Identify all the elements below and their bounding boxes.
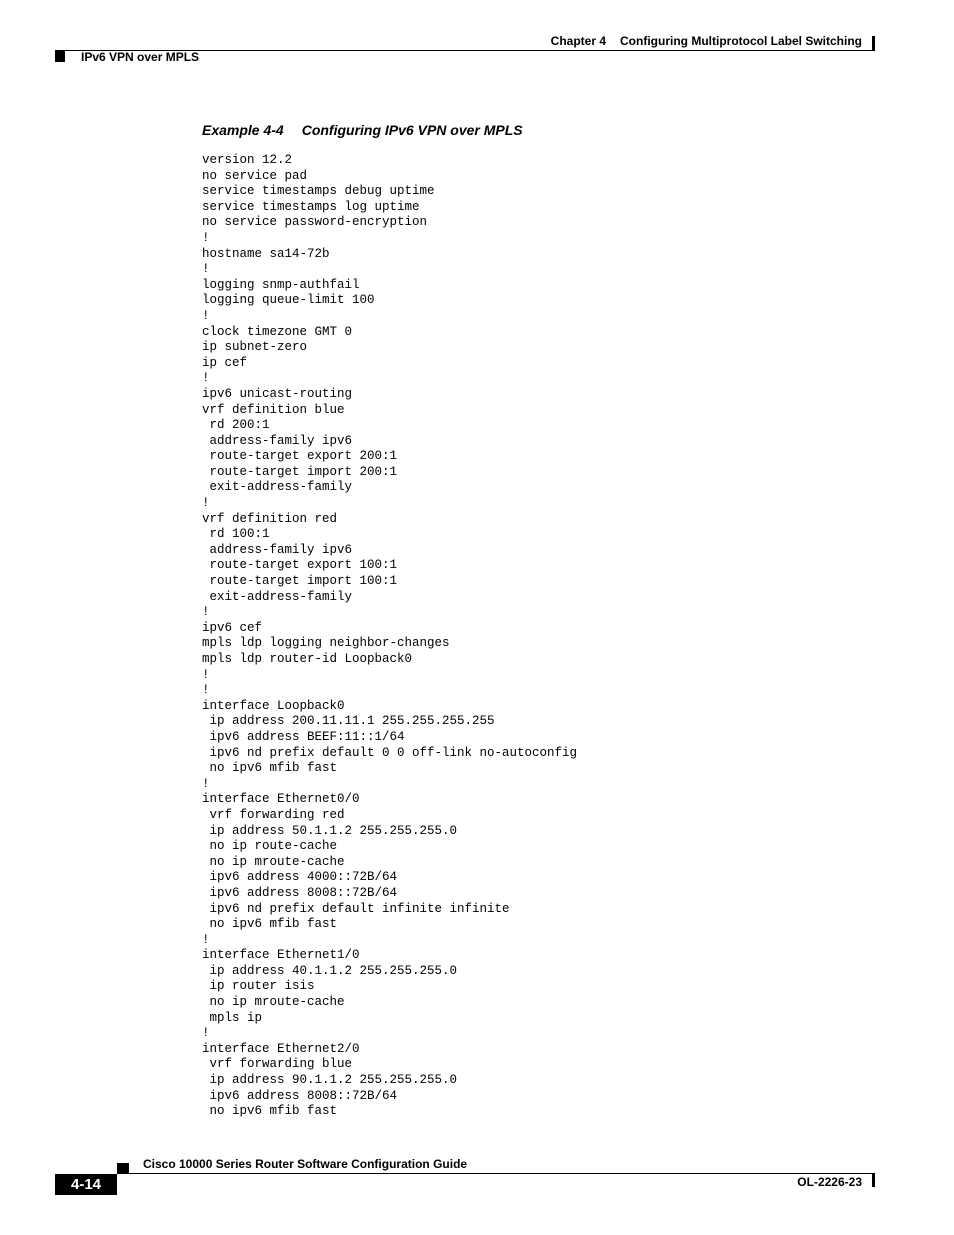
code-line: interface Ethernet2/0	[202, 1041, 360, 1056]
code-line: ip address 40.1.1.2 255.255.255.0	[202, 963, 458, 978]
code-line: !	[202, 262, 210, 277]
code-line: !	[202, 667, 210, 682]
code-line: ip subnet-zero	[202, 340, 308, 355]
code-line: route-target import 200:1	[202, 464, 398, 479]
code-line: !	[202, 371, 210, 386]
code-line: route-target import 100:1	[202, 574, 398, 589]
code-line: ip address 90.1.1.2 255.255.255.0	[202, 1073, 458, 1088]
code-line: !	[202, 308, 210, 323]
code-line: ipv6 address 8008::72B/64	[202, 885, 398, 900]
code-line: !	[202, 605, 210, 620]
code-line: ipv6 address 4000::72B/64	[202, 870, 398, 885]
code-line: ipv6 cef	[202, 620, 263, 635]
code-line: ipv6 nd prefix default infinite infinite	[202, 901, 510, 916]
page-number: 4-14	[55, 1174, 117, 1195]
code-line: no ip route-cache	[202, 839, 338, 854]
code-line: version 12.2	[202, 153, 293, 167]
code-line: !	[202, 1026, 210, 1041]
document-number: OL-2226-23	[797, 1175, 862, 1189]
running-header-chapter	[551, 34, 862, 48]
code-line: address-family ipv6	[202, 542, 353, 557]
footer-vertical-bar	[872, 1174, 875, 1187]
code-line: ip cef	[202, 355, 248, 370]
code-line: route-target export 100:1	[202, 558, 398, 573]
code-line: !	[202, 496, 210, 511]
chapter-title: Configuring Multiprotocol Label Switching	[620, 34, 862, 48]
code-line: no ipv6 mfib fast	[202, 917, 338, 932]
footer-marker-square	[117, 1163, 129, 1173]
code-line: !	[202, 776, 210, 791]
code-line: !	[202, 932, 210, 947]
code-line: interface Ethernet1/0	[202, 948, 360, 963]
chapter-number: Chapter 4	[550, 34, 607, 48]
code-line: ipv6 address BEEF:11::1/64	[202, 729, 405, 744]
guide-title: Cisco 10000 Series Router Software Configuration Guide	[143, 1157, 468, 1171]
code-line: mpls ldp router-id Loopback0	[202, 652, 413, 666]
code-line: ip address 200.11.11.1 255.255.255.255	[202, 714, 495, 729]
example-caption	[202, 122, 523, 138]
example-title: Configuring IPv6 VPN over MPLS	[301, 122, 523, 138]
code-line: ip address 50.1.1.2 255.255.255.0	[202, 823, 458, 838]
code-line: interface Loopback0	[202, 698, 345, 713]
code-line: service timestamps log uptime	[202, 199, 420, 214]
section-title: IPv6 VPN over MPLS	[81, 50, 200, 64]
code-line: !	[202, 230, 210, 245]
code-line: ipv6 address 8008::72B/64	[202, 1088, 398, 1103]
code-line: rd 200:1	[202, 418, 270, 433]
code-line: no ip mroute-cache	[202, 854, 345, 869]
code-line: exit-address-family	[202, 480, 353, 495]
code-line: hostname sa14-72b	[202, 246, 330, 261]
code-line: !	[202, 683, 210, 698]
header-vertical-bar	[872, 36, 875, 50]
code-line: clock timezone GMT 0	[202, 324, 353, 339]
header-marker-square	[55, 50, 65, 62]
code-line: ip router isis	[202, 979, 315, 994]
code-line: logging queue-limit 100	[202, 293, 375, 308]
code-line: vrf definition blue	[202, 402, 345, 417]
code-line: route-target export 200:1	[202, 449, 398, 464]
code-line: interface Ethernet0/0	[202, 792, 360, 807]
code-line: vrf definition red	[202, 511, 338, 526]
code-line: no service password-encryption	[202, 215, 428, 230]
code-line: mpls ip	[202, 1010, 263, 1025]
code-line: mpls ldp logging neighbor-changes	[202, 636, 450, 651]
code-line: no ipv6 mfib fast	[202, 1104, 338, 1119]
code-line: exit-address-family	[202, 589, 353, 604]
code-line: no ipv6 mfib fast	[202, 761, 338, 776]
code-line: vrf forwarding red	[202, 807, 345, 822]
code-line: address-family ipv6	[202, 433, 353, 448]
code-line: no service pad	[202, 168, 308, 183]
code-line: ipv6 unicast-routing	[202, 386, 353, 401]
footer-rule	[117, 1173, 875, 1174]
example-label: Example 4-4	[202, 122, 284, 138]
code-line: service timestamps debug uptime	[202, 184, 435, 199]
code-line: logging snmp-authfail	[202, 277, 360, 292]
code-line: rd 100:1	[202, 527, 270, 542]
code-line: vrf forwarding blue	[202, 1057, 353, 1072]
config-code-block	[202, 153, 577, 1120]
code-line: no ip mroute-cache	[202, 995, 345, 1010]
code-line: ipv6 nd prefix default 0 0 off-link no-autoconfig	[202, 745, 578, 760]
